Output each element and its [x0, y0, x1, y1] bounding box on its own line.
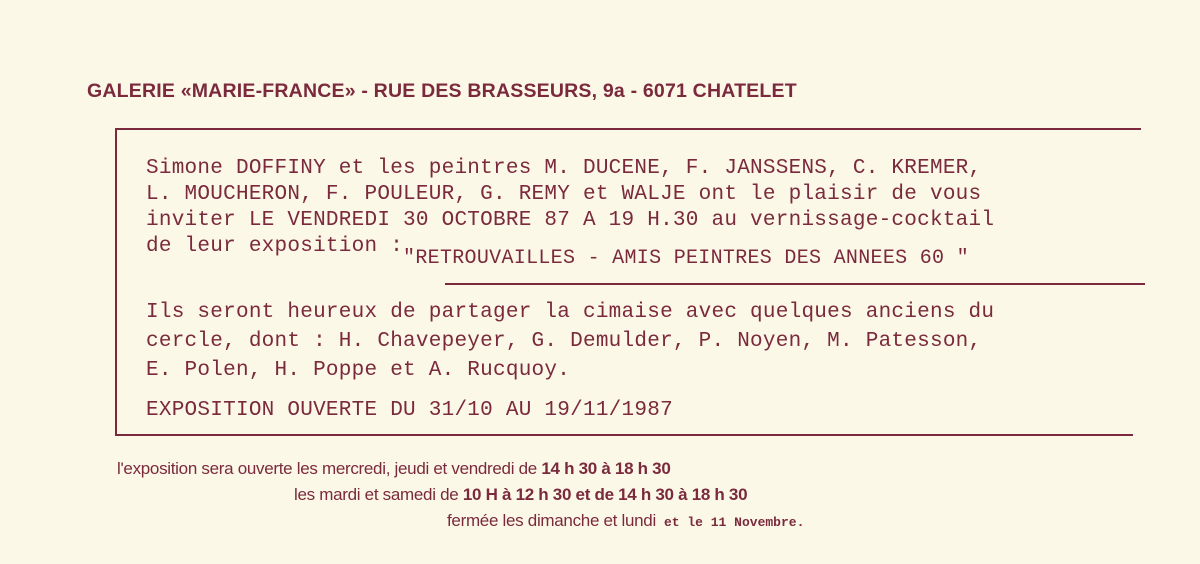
exhibition-dates: EXPOSITION OUVERTE DU 31/10 AU 19/11/1987 [146, 399, 673, 422]
closing-days-line [447, 511, 804, 531]
title-underline-rule [445, 283, 1145, 285]
exhibition-title: "RETROUVAILLES - AMIS PEINTRES DES ANNEES 60 " [403, 247, 969, 270]
card-left-rule [115, 128, 117, 436]
closed-holiday-note: et le 11 Novembre. [663, 515, 805, 530]
weekend-hours: 10 H à 12 h 30 et de 14 h 30 à 18 h 30 [462, 485, 748, 504]
invitation-line-1: Simone DOFFINY et les peintres M. DUCENE, F. JANSSENS, C. KREMER, [146, 157, 982, 180]
guests-line-1: Ils seront heureux de partager la cimaise avec quelques anciens du [146, 301, 995, 324]
exposition-intro: de leur exposition : [146, 235, 404, 258]
card-bottom-rule [115, 434, 1133, 436]
closed-days: fermée les dimanche et lundi [447, 511, 656, 530]
guests-line-2: cercle, dont : H. Chavepeyer, G. Demulder, P. Noyen, M. Patesson, [146, 330, 982, 353]
invitation-line-2: L. MOUCHERON, F. POULEUR, G. REMY et WALJE ont le plaisir de vous [146, 183, 982, 206]
invitation-line-4 [146, 235, 969, 270]
opening-hours-line-1 [117, 459, 670, 479]
guests-line-3: E. Polen, H. Poppe et A. Rucquoy. [146, 359, 571, 382]
weekend-label: les mardi et samedi de [294, 485, 459, 504]
weekday-hours: 14 h 30 à 18 h 30 [541, 459, 671, 478]
gallery-address-header: GALERIE «MARIE-FRANCE» - RUE DES BRASSEURS, 9a - 6071 CHATELET [87, 80, 797, 102]
invitation-card [115, 128, 1141, 436]
invitation-line-3: inviter LE VENDREDI 30 OCTOBRE 87 A 19 H.30 au vernissage-cocktail [146, 209, 995, 232]
card-top-rule [115, 128, 1141, 130]
weekday-label: l'exposition sera ouverte les mercredi, jeudi et vendredi de [117, 459, 537, 478]
opening-hours-line-2 [294, 485, 747, 505]
